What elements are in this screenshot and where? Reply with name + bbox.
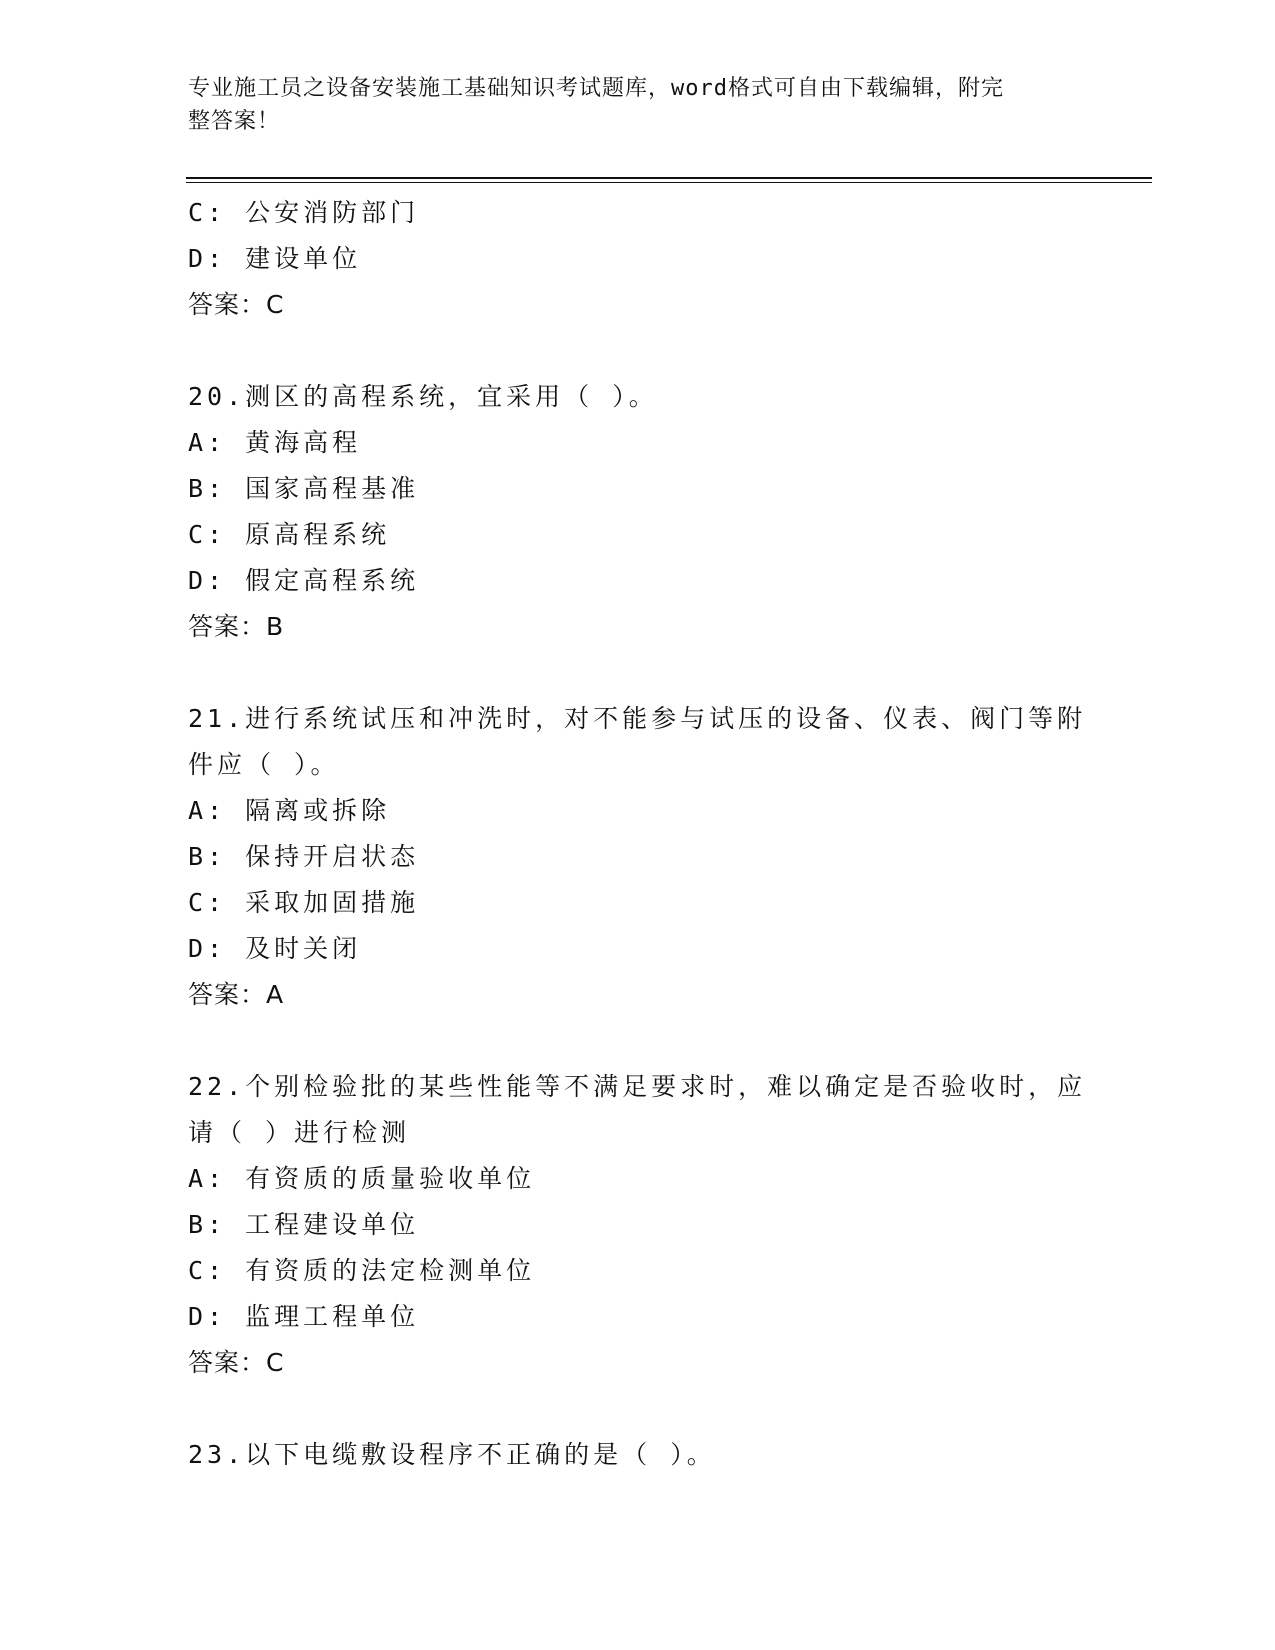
- question-stem-line-1: 21.进行系统试压和冲洗时，对不能参与试压的设备、仪表、阀门等附: [188, 704, 1087, 733]
- question-20: [188, 374, 1088, 650]
- option-c: C: 采取加固措施: [188, 888, 420, 917]
- option-c: C: 原高程系统: [188, 520, 391, 549]
- header-line-1: 专业施工员之设备安装施工基础知识考试题库，word格式可自由下载编辑，附完: [188, 76, 1004, 101]
- question-partial: [188, 190, 1088, 328]
- question-stem-line-1: 22.个别检验批的某些性能等不满足要求时，难以确定是否验收时，应: [188, 1072, 1087, 1101]
- question-list: [188, 190, 1088, 1478]
- option-b: B: 国家高程基准: [188, 474, 420, 503]
- option-b: B: 保持开启状态: [188, 842, 420, 871]
- question-stem: 23.以下电缆敷设程序不正确的是（ ）。: [188, 1440, 716, 1469]
- option-d: D: 假定高程系统: [188, 566, 420, 595]
- question-23: [188, 1432, 1088, 1478]
- header-rule-thin: [186, 182, 1152, 183]
- answer: 答案：A: [188, 980, 285, 1009]
- question-22: [188, 1064, 1088, 1386]
- option-c: C: 公安消防部门: [188, 198, 420, 227]
- option-b: B: 工程建设单位: [188, 1210, 420, 1239]
- option-a: A: 隔离或拆除: [188, 796, 391, 825]
- question-stem-line-2: 件应（ ）。: [188, 750, 340, 779]
- question-stem-line-2: 请（ ）进行检测: [188, 1118, 411, 1147]
- option-a: A: 黄海高程: [188, 428, 362, 457]
- question-stem: 20.测区的高程系统，宜采用（ ）。: [188, 382, 658, 411]
- header-line-2: 整答案！: [188, 109, 281, 134]
- option-d: D: 建设单位: [188, 244, 362, 273]
- option-d: D: 及时关闭: [188, 934, 362, 963]
- answer: 答案：B: [188, 612, 285, 641]
- document-header: [188, 72, 1068, 138]
- answer: 答案：C: [188, 1348, 285, 1377]
- header-rule-thick: [186, 177, 1152, 179]
- question-21: [188, 696, 1088, 1018]
- option-c: C: 有资质的法定检测单位: [188, 1256, 536, 1285]
- option-d: D: 监理工程单位: [188, 1302, 420, 1331]
- option-a: A: 有资质的质量验收单位: [188, 1164, 536, 1193]
- answer: 答案：C: [188, 290, 285, 319]
